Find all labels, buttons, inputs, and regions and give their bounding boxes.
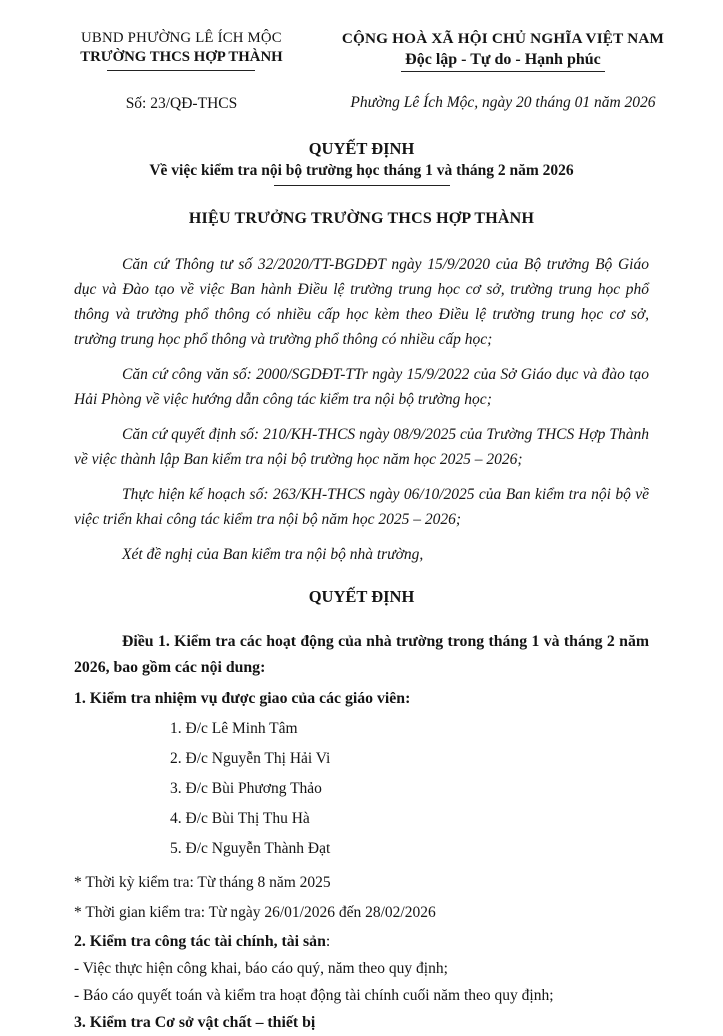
- preamble-paragraph: Căn cứ Thông tư số 32/2020/TT-BGDĐT ngày 15/9/2020 của Bộ trưởng Bộ Giáo dục và Đào tạo về việc Ban hành Điều lệ trường trung học cơ sở, trường trung học phổ thông và trường phổ thông có nhiều cấp học kèm theo Điều lệ trường trung học cơ sở, trường trung học phổ thông và trường phổ thông có nhiều cấp học;: [74, 256, 649, 348]
- document-title: QUYẾT ĐỊNH: [308, 139, 415, 158]
- document-body: [0, 252, 723, 1036]
- subject-underline: [274, 185, 450, 186]
- decision-heading: QUYẾT ĐỊNH: [308, 587, 415, 606]
- section3-heading: 3. Kiểm tra Cơ sở vật chất – thiết bị: [74, 1014, 316, 1031]
- issuing-org-block: [40, 30, 323, 113]
- teacher-list: [74, 714, 649, 864]
- section2-heading-colon: :: [325, 933, 331, 950]
- document-subject: Về việc kiểm tra nội bộ trường học tháng 1 và tháng 2 năm 2026: [149, 162, 574, 179]
- preamble-section: [74, 252, 649, 567]
- section2-heading: [74, 928, 649, 955]
- inspection-period-line: * Thời kỳ kiểm tra: Từ tháng 8 năm 2025: [74, 874, 331, 891]
- org-underline: [107, 70, 255, 71]
- section2-heading-text: 2. Kiểm tra công tác tài chính, tài sản: [74, 933, 326, 950]
- org-parent-name: UBND PHƯỜNG LÊ ÍCH MỘC: [81, 30, 282, 46]
- section2-item: - Việc thực hiện công khai, báo cáo quý, năm theo quy định;: [74, 960, 448, 977]
- preamble-paragraph: Thực hiện kế hoạch số: 263/KH-THCS ngày 06/10/2025 của Ban kiểm tra nội bộ về việc triển khai công tác kiểm tra nội bộ năm học 2025 – 2026;: [74, 486, 649, 528]
- article1-intro: Điều 1. Kiểm tra các hoạt động của nhà trường trong tháng 1 và tháng 2 năm 2026, bao gồm các nội dung:: [74, 633, 649, 676]
- section2-item: - Báo cáo quyết toán và kiểm tra hoạt động tài chính cuối năm theo quy định;: [74, 987, 554, 1004]
- document-title-block: [0, 139, 723, 228]
- place-date-line: Phường Lê Ích Mộc, ngày 20 tháng 01 năm 2026: [350, 94, 656, 111]
- document-header: [0, 30, 723, 113]
- section1-heading: 1. Kiểm tra nhiệm vụ được giao của các giáo viên:: [74, 690, 411, 707]
- inspection-time-line: * Thời gian kiểm tra: Từ ngày 26/01/2026 đến 28/02/2026: [74, 904, 436, 921]
- teacher-list-item: 5. Đ/c Nguyễn Thành Đạt: [170, 840, 331, 857]
- preamble-paragraph: Căn cứ công văn số: 2000/SGDĐT-TTr ngày 15/9/2022 của Sở Giáo dục và đào tạo Hải Phòng về việc hướng dẫn công tác kiểm tra nội bộ trường học;: [74, 366, 649, 408]
- preamble-paragraph: Xét đề nghị của Ban kiểm tra nội bộ nhà trường,: [122, 546, 424, 563]
- issuer-title: HIỆU TRƯỞNG TRƯỜNG THCS HỢP THÀNH: [188, 210, 535, 227]
- preamble-paragraph: Căn cứ quyết định số: 210/KH-THCS ngày 08/9/2025 của Trường THCS Hợp Thành về việc thành lập Ban kiểm tra nội bộ trường học năm học 2025 – 2026;: [74, 426, 649, 468]
- national-title: CỘNG HOÀ XÃ HỘI CHỦ NGHĨA VIỆT NAM: [341, 30, 665, 47]
- teacher-list-item: 1. Đ/c Lê Minh Tâm: [170, 720, 298, 737]
- national-motto: Độc lập - Tự do - Hạnh phúc: [401, 51, 605, 72]
- teacher-list-item: 4. Đ/c Bùi Thị Thu Hà: [170, 810, 310, 827]
- document-number: Số: 23/QĐ-THCS: [125, 95, 238, 112]
- org-school-name: TRƯỜNG THCS HỢP THÀNH: [80, 49, 283, 65]
- national-motto-block: [323, 30, 683, 112]
- teacher-list-item: 3. Đ/c Bùi Phương Thảo: [170, 780, 322, 797]
- teacher-list-item: 2. Đ/c Nguyễn Thị Hải Vi: [170, 750, 331, 767]
